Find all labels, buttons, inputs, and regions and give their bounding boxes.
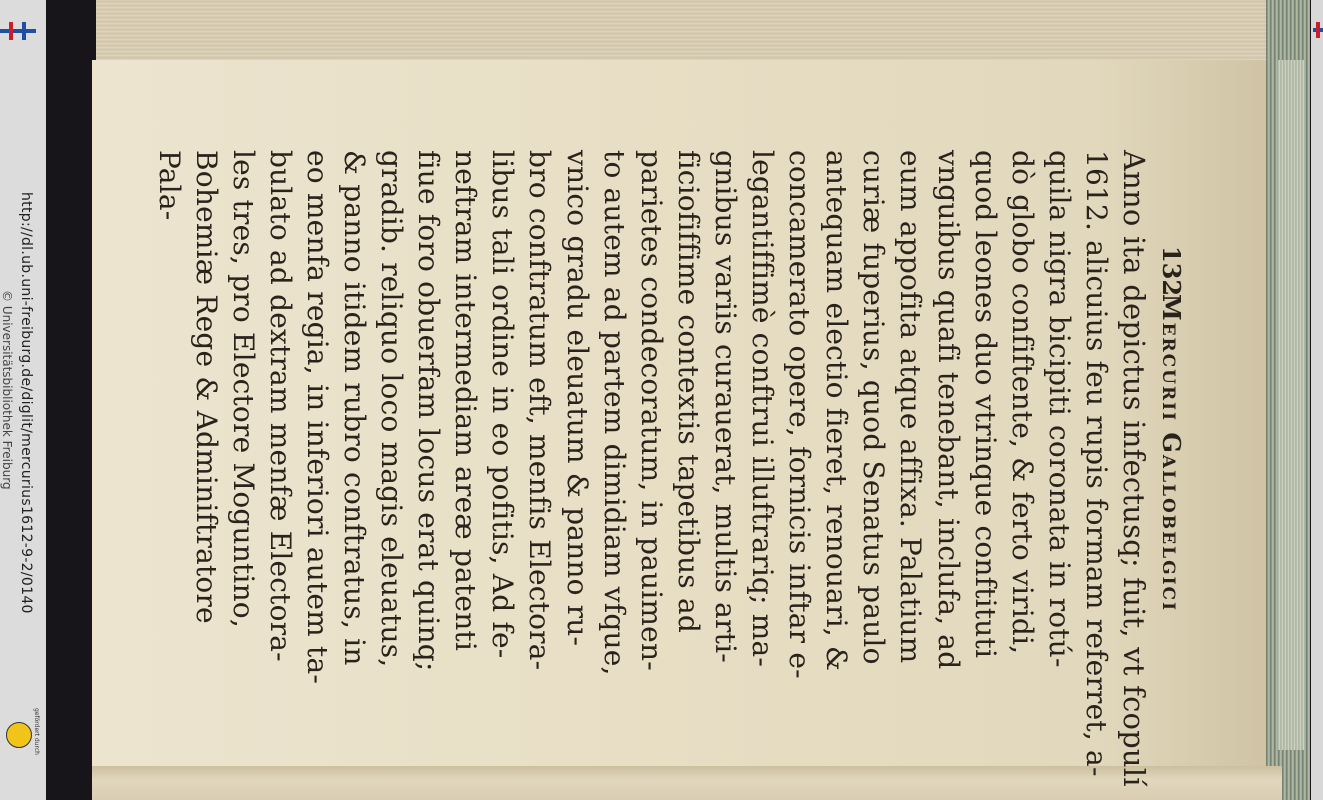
text-line: legantiffimè conftrui illuftrariq; ma-	[746, 150, 780, 668]
printed-text-block	[152, 150, 1190, 787]
text-line: gnibus variis curauerat, multis arti-	[708, 150, 742, 663]
text-line: concamerato opere, fornicis inftar e-	[783, 150, 817, 679]
running-head-title: Mercurii Gallobelgici	[1157, 294, 1186, 613]
text-line: les tres, pro Electore Moguntino,	[226, 150, 260, 628]
text-line: Bohemiæ Rege & Adminiftratore	[189, 150, 223, 624]
text-line: quod leones duo vtrinque conftituti	[968, 150, 1002, 659]
viewer-left-sidebar	[0, 0, 46, 800]
running-head	[1152, 150, 1190, 750]
flag-icon	[1313, 22, 1323, 38]
flag-icon	[0, 22, 36, 40]
text-line: vnguibus quafi tenebant, inclufa, ad	[931, 150, 965, 670]
body-text	[150, 150, 1152, 787]
gutter-page-edges-inner	[1278, 60, 1304, 750]
funding-logo-icon	[6, 722, 32, 748]
top-page-edges	[96, 0, 1268, 66]
text-line: bulato ad dextram menfæ Electora-	[263, 150, 297, 662]
text-line: to autem ad partem dimidiam vfque,	[597, 150, 631, 676]
text-line: vnico gradu eleuatum & panno ru-	[560, 150, 594, 647]
text-line: Pala-	[152, 150, 186, 221]
text-line: & panno itidem rubro conftratus, in	[338, 150, 372, 666]
text-line: curiæ fuperius, quod Senatus paulo	[857, 150, 891, 665]
page-url[interactable]: http://dl.ub.uni-freiburg.de/diglit/mercurius1612-9-2/0140	[18, 192, 34, 614]
text-line: parietes condecoratum, in pauimen-	[634, 150, 668, 671]
page-number: 132	[1157, 246, 1186, 297]
text-line: 1612. alicuius feu rupis formam referret, a-	[1079, 150, 1113, 777]
funding-label: gefördert durch	[33, 708, 40, 755]
text-line: Anno ita depictus infectusq; fuit, vt fcopulí	[1117, 150, 1151, 787]
viewer-right-sidebar	[1311, 0, 1323, 800]
text-line: dò globo confiftente, & ferto viridi,	[1005, 150, 1039, 655]
text-line: ficiofiffime contextis tapetibus ad	[671, 150, 705, 633]
text-line: fiue foro obuerfam locus erat quinq;	[412, 150, 446, 672]
copyright-notice: © Universitätsbibliothek Freiburg	[0, 290, 14, 490]
text-line: libus tali ordine in eo pofitis, Ad fe-	[486, 150, 520, 659]
text-line: bro conftratum eft, menfis Electora-	[523, 150, 557, 671]
text-line: antequam electio fieret, renouari, &	[820, 150, 854, 672]
text-line: neftram intermediam areæ patenti	[449, 150, 483, 652]
text-line: eum appofita atque affixa. Palatium	[894, 150, 928, 664]
text-line: gradib. reliquo loco magis eleuatus,	[375, 150, 409, 668]
text-line: quila nigra bicipiti coronata in rotú-	[1042, 150, 1076, 668]
text-line: eo menfa regia, in inferiori autem ta-	[300, 150, 334, 685]
